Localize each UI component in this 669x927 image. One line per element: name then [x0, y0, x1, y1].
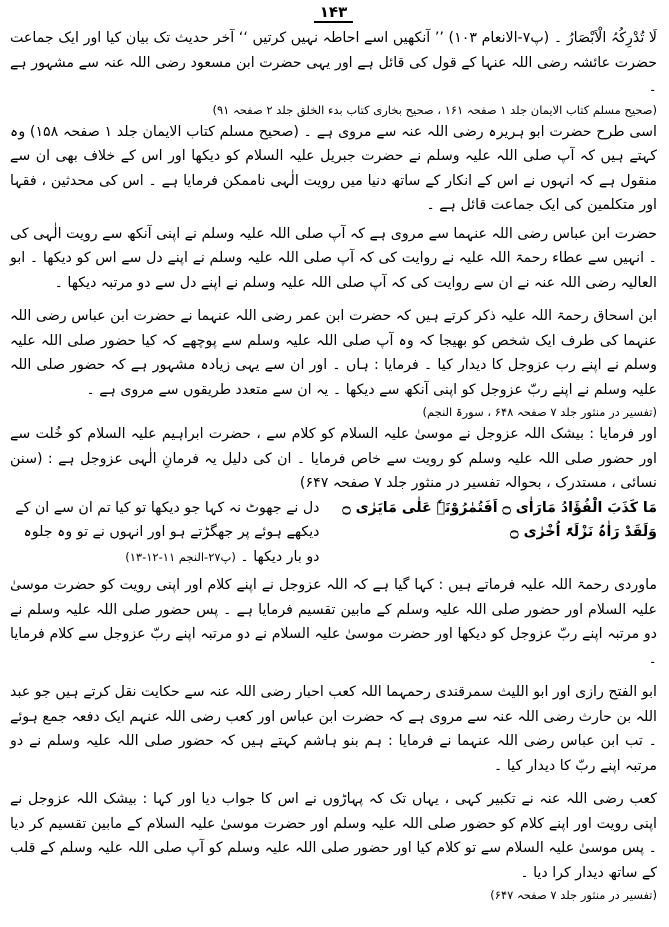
paragraph-5: اور فرمایا : بیشک اللہ عزوجل نے موسیٰ علیہ السلام کو کلام سے ، حضرت ابراہیم علیہ السلام کو خُلت سے اور حضور صلی اللہ علیہ وسلم کو رویت سے خاص فرمایا ۔ ان کی دلیل یہ فرمانِ الٰہی عزوجل ہے : (سنن نسائی ، مستدرک ، بحوالہ تفسیر در منثور جلد ۷ صفحہ ۶۴۷) — [10, 426, 657, 491]
verse-reference: (پ۲۷-النجم ۱۱-۱۲-۱۳) — [125, 549, 236, 564]
paragraph-7: ابو الفتح رازی اور ابو اللیث سمرقندی رحمہما اللہ کعب احبار رضی اللہ عنہ سے حکایت نقل کرتے ہیں جو عبد اللہ بن حارث رضی اللہ عنہ سے مروی ہے کہ حضرت ابن عباس اور کعب رضی اللہ عنہم ایک دفعہ جمع ہوئے ۔ تب ابن عباس رضی اللہ عنہما نے فرمایا : ہم بنو ہاشم کہتے ہیں کہ حضور صلی اللہ علیہ وسلم نے دو مرتبہ اپنے ربّ کا دیدار کیا ۔ — [10, 684, 657, 774]
paragraph-2: اسی طرح حضرت ابو ہریرہ رضی اللہ عنہ سے مروی ہے ۔ (صحیح مسلم کتاب الایمان جلد ۱ صفحہ ۱۵۸) وہ کہتے ہیں کہ آپ صلی اللہ علیہ وسلم نے حضرت جبریل علیہ السلام کو دیکھا اور اس کے خلاف بھی ان سے منقول ہے کہ انہوں نے اس کے انکار کے ساتھ دنیا میں رویت الٰہی ناممکن فرمایا ہے ۔ اس کی محدثین ، فقہا اور متکلمین کی ایک جماعت قائل ہے ۔ — [10, 123, 657, 213]
paragraph-6: ماوردی رحمۃ اللہ علیہ فرماتے ہیں : کہا گیا ہے کہ اللہ عزوجل نے اپنے کلام اور اپنی رویت کو حضرت موسیٰ علیہ السلام اور حضور صلی اللہ علیہ وسلم کے مابین تقسیم فرمایا ہے ۔ پس حضور صلی اللہ علیہ وسلم نے دو مرتبہ اپنے ربّ عزوجل کو دیکھا اور حضرت موسیٰ علیہ السلام نے دو مرتبہ اپنے ربّ عزوجل سے کلام فرمایا ۔ — [10, 577, 657, 667]
paragraph-3: حضرت ابن عباس رضی اللہ عنہما سے مروی ہے کہ آپ صلی اللہ علیہ وسلم نے اپنی آنکھ سے رویت الٰہی کی ۔ انہیں سے عطاء رحمۃ اللہ علیہ نے روایت کی کہ آپ صلی اللہ علیہ وسلم نے اپنے دل سے اس کو دیکھا ۔ ابو العالیہ رضی اللہ عنہ نے ان سے روایت کی کہ آپ صلی اللہ علیہ وسلم نے اپنے دل سے دو مرتبہ دیکھا ۔ — [10, 225, 657, 291]
verse-translation — [10, 496, 320, 570]
reference-4: (تفسیر در منثور جلد ۷ صفحہ ۶۴۸ ، سورۃ النجم) — [422, 405, 657, 419]
paragraph-1: لَا تُدْرِکُہُ الْاَبْصَارُ ۔ (پ۷-الانعام ۱۰۳) ’’ آنکھیں اسے احاطہ نہیں کرتیں ‘‘ آخر حدیث تک بیان کیا اور ایک جماعت حضرت عائشہ رضی اللہ عنہا کے قول کی قائل ہے اور یہی حضرت ابن مسعود رضی اللہ عنہ سے مشہور ہے ۔ — [10, 30, 658, 95]
reference-1: (صحیح مسلم کتاب الایمان جلد ۱ صفحہ ۱۶۱ ، صحیح بخاری کتاب بدء الخلق جلد ۲ صفحہ ۹۱) — [212, 102, 657, 117]
quran-verse — [10, 496, 657, 570]
paragraph-8: کعب رضی اللہ عنہ نے تکبیر کہی ، یہاں تک کہ پہاڑوں نے اس کا جواب دیا اور کہا : بیشک اللہ عزوجل نے اپنی رویت اور اپنے کلام کو حضور صلی اللہ علیہ وسلم اور حضرت موسیٰ علیہ السلام کے مابین تقسیم کر دیا ۔ پس موسیٰ علیہ السلام سے تو کلام کیا اور حضور صلی اللہ علیہ وسلم کو آپ صلی اللہ علیہ وسلم کے قلب کے ساتھ دیدار کرا دیا ۔ — [10, 791, 657, 881]
verse-arabic: مَا کَذَبَ الْفُؤَادُ مَارَاٰی ۝ اَفَتُمٰرُوْنَہٗ عَلٰی مَایَرٰی ۝ وَلَقَدْ رَاٰہُ نَزْلَۃً اُخْرٰی ۝ — [342, 499, 657, 540]
reference-8: (تفسیر در منثور جلد ۷ صفحہ ۶۴۷) — [490, 888, 657, 902]
verse-translation-text: دل نے جھوٹ نہ کہا جو دیکھا تو کیا تم ان سے ان کے دیکھے ہوئے پر جھگڑتے ہو اور انہوں نے تو وہ جلوہ دو بار دیکھا ۔ — [15, 499, 320, 565]
page-number: ۱۴۳ — [10, 0, 657, 26]
paragraph-4: ابن اسحاق رحمۃ اللہ علیہ ذکر کرتے ہیں کہ حضرت ابن عمر رضی اللہ عنہما نے حضرت ابن عباس رضی اللہ عنہما کی طرف ایک شخص کو بھیجا کہ وہ آپ صلی اللہ علیہ وسلم سے پوچھے کہ کیا حضور صلی اللہ علیہ وسلم نے اپنے رب عزوجل کا دیدار کیا ۔ فرمایا : ہاں ۔ اور ان سے یہی زیادہ مشہور ہے کہ حضور صلی اللہ علیہ وسلم نے اپنے ربّ عزوجل کو اپنی آنکھ سے دیکھا ۔ یہ ان سے متعدد طریقوں سے مروی ہے ۔ — [10, 308, 657, 398]
